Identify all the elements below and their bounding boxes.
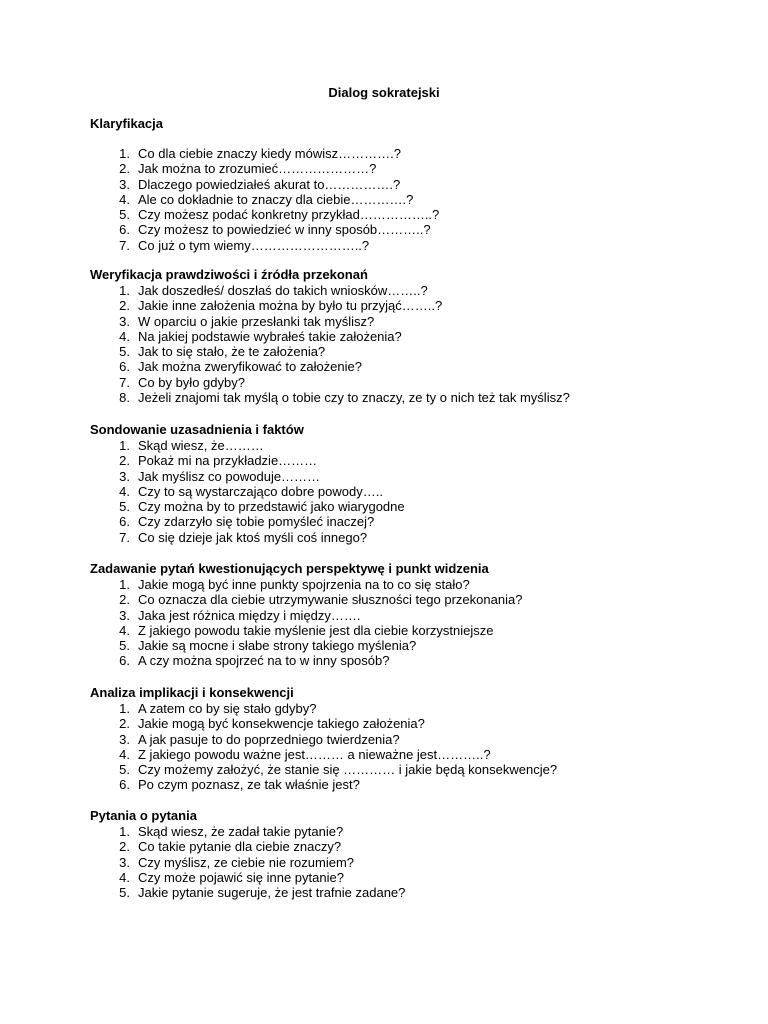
item-text: Z jakiego powodu ważne jest……… a nieważne jest………..? [138,746,491,762]
list-item [90,514,730,529]
item-text: Jak to się stało, że te założenia? [138,344,326,360]
item-number: 5. [119,207,130,223]
item-number: 3. [119,468,130,484]
item-text: Dlaczego powiedziałeś akurat to…………….? [138,176,401,192]
list-item [90,146,730,161]
item-text: Pokaż mi na przykładzie……… [138,453,318,469]
item-number: 5. [119,499,130,515]
item-number: 4. [119,191,130,207]
item-number: 7. [119,529,130,545]
item-text: Jakie są mocne i słabe strony takiego myślenia? [138,638,417,654]
item-number: 2. [119,161,130,177]
list-item [90,638,730,653]
item-number: 2. [119,592,130,608]
list-item [90,375,730,390]
item-number: 3. [119,731,130,747]
item-number: 8. [119,390,130,406]
item-text: Jaka jest różnica między i między……. [138,607,361,623]
item-text: Czy można by to przedstawić jako wiarygodne [138,499,405,515]
document-title: Dialog sokratejski [328,85,440,100]
section-zadawanie-pytan [90,561,730,669]
item-number: 7. [119,237,130,253]
section-title: Zadawanie pytań kwestionujących perspektywę i punkt widzenia [90,561,489,576]
item-number: 6. [119,514,130,530]
list-item [90,484,730,499]
item-text: Czy może pojawić się inne pytanie? [138,869,344,885]
item-number: 4. [119,483,130,499]
list-item [90,161,730,176]
item-number: 3. [119,854,130,870]
section-title: Klaryfikacja [90,116,163,131]
item-text: A zatem co by się stało gdyby? [138,701,317,716]
item-text: Jeżeli znajomi tak myślą o tobie czy to znaczy, ze ty o nich też tak myślisz? [138,390,570,406]
item-text: Co się dzieje jak ktoś myśli coś innego? [138,529,368,545]
item-number: 3. [119,607,130,623]
list-item [90,329,730,344]
list-item [90,577,730,592]
list-item [90,592,730,607]
list-item [90,855,730,870]
item-text: Co oznacza dla ciebie utrzymywanie słuszności tego przekonania? [138,592,523,608]
item-text: Czy możesz to powiedzieć w inny sposób………..? [138,222,431,238]
item-number: 7. [119,374,130,390]
list-item [90,653,730,668]
item-text: Co by było gdyby? [138,374,245,390]
item-number: 5. [119,638,130,654]
item-number: 6. [119,359,130,375]
section-title: Weryfikacja prawdziwości i źródła przekonań [90,267,368,282]
item-text: Jakie mogą być inne punkty spojrzenia na to co się stało? [138,577,470,592]
item-text: Jak myślisz co powoduje……… [138,468,321,484]
list-item [90,608,730,623]
list-item [90,716,730,731]
question-list [90,701,730,793]
item-number: 5. [119,885,130,901]
item-text: Jakie inne założenia można by było tu przyjąć……..? [138,298,443,314]
list-item [90,530,730,545]
item-number: 5. [119,344,130,360]
list-item [90,499,730,514]
item-number: 1. [119,701,130,716]
list-item [90,885,730,900]
list-item [90,222,730,237]
item-text: Skąd wiesz, że zadał takie pytanie? [138,824,344,839]
item-number: 1. [119,438,130,453]
item-text: Jak można to zrozumieć…………………? [138,161,377,177]
section-title: Sondowanie uzasadnienia i faktów [90,422,304,437]
item-number: 4. [119,746,130,762]
item-text: Jak można zweryfikować to założenie? [138,359,362,375]
item-number: 6. [119,222,130,238]
item-text: Co takie pytanie dla ciebie znaczy? [138,839,342,855]
list-item [90,623,730,638]
list-item [90,359,730,374]
list-item [90,344,730,359]
item-text: Czy możemy założyć, że stanie się ………… i jakie będą konsekwencje? [138,762,558,778]
list-item [90,839,730,854]
section-title: Pytania o pytania [90,808,197,823]
question-list [90,824,730,900]
list-item [90,824,730,839]
section-klaryfikacja [90,116,730,253]
item-number: 6. [119,653,130,669]
list-item [90,283,730,298]
item-number: 4. [119,328,130,344]
item-number: 2. [119,716,130,732]
list-item [90,390,730,405]
item-text: Skąd wiesz, że……… [138,438,264,453]
item-text: Po czym poznasz, ze tak właśnie jest? [138,777,360,793]
section-title: Analiza implikacji i konsekwencji [90,685,294,700]
item-text: Czy myślisz, ze ciebie nie rozumiem? [138,854,355,870]
list-item [90,192,730,207]
item-text: A jak pasuje to do poprzedniego twierdzenia? [138,731,400,747]
item-number: 2. [119,839,130,855]
item-text: Czy możesz podać konkretny przykład……………..? [138,207,440,223]
list-item [90,177,730,192]
item-text: Ale co dokładnie to znaczy dla ciebie………….? [138,191,414,207]
section-weryfikacja [90,267,730,405]
item-text: W oparciu o jakie przesłanki tak myślisz? [138,313,375,329]
item-number: 3. [119,313,130,329]
item-number: 4. [119,622,130,638]
item-number: 2. [119,298,130,314]
item-number: 1. [119,824,130,839]
list-item [90,747,730,762]
list-item [90,777,730,792]
list-item [90,732,730,747]
list-item [90,298,730,313]
item-text: Czy to są wystarczająco dobre powody….. [138,483,383,499]
item-text: Jakie pytanie sugeruje, że jest trafnie zadane? [138,885,406,901]
item-number: 6. [119,777,130,793]
item-text: Co dla ciebie znaczy kiedy mówisz………….? [138,146,401,161]
item-number: 1. [119,146,130,161]
question-list [90,146,730,253]
list-item [90,469,730,484]
question-list [90,577,730,669]
item-text: A czy można spojrzeć na to w inny sposób? [138,653,390,669]
section-analiza-implikacji [90,685,730,793]
section-pytania-o-pytania [90,808,730,900]
item-text: Z jakiego powodu takie myślenie jest dla ciebie korzystniejsze [138,622,494,638]
list-item [90,438,730,453]
list-item [90,453,730,468]
list-item [90,207,730,222]
item-number: 5. [119,762,130,778]
list-item [90,701,730,716]
list-item [90,238,730,253]
item-text: Jak doszedłeś/ doszłaś do takich wniosków……..? [138,283,428,298]
item-text: Co już o tym wiemy……………………..? [138,237,370,253]
item-text: Na jakiej podstawie wybrałeś takie założenia? [138,328,402,344]
item-number: 3. [119,176,130,192]
question-list [90,283,730,405]
list-item [90,762,730,777]
item-number: 4. [119,869,130,885]
question-list [90,438,730,545]
list-item [90,870,730,885]
section-sondowanie [90,422,730,545]
item-number: 1. [119,577,130,592]
item-text: Czy zdarzyło się tobie pomyśleć inaczej? [138,514,375,530]
item-number: 2. [119,453,130,469]
item-text: Jakie mogą być konsekwencje takiego założenia? [138,716,425,732]
item-number: 1. [119,283,130,298]
list-item [90,314,730,329]
